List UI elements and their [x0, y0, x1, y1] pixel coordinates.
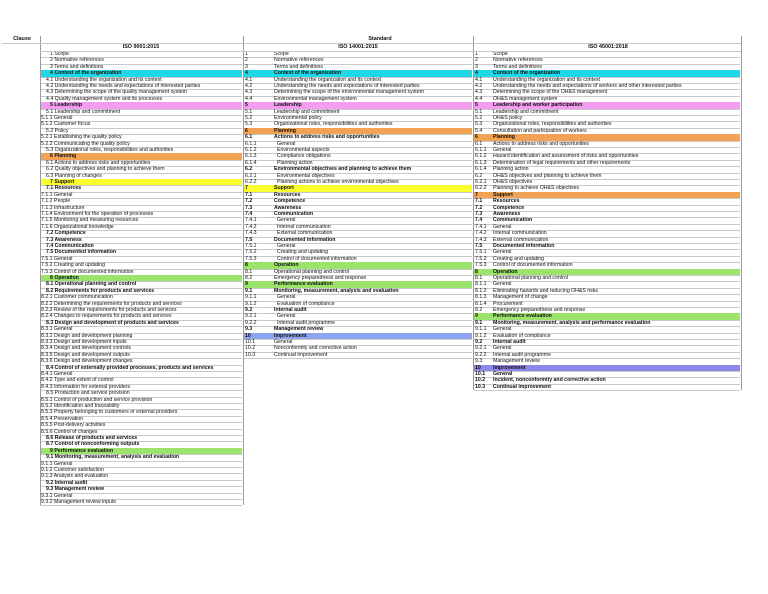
- iso9001-row: 8.4.1 General: [41, 371, 73, 377]
- iso9001-row: 4.1 Understanding the organization and its context: [46, 76, 162, 83]
- iso9001-row: 8.3 Design and development of products and services: [46, 319, 179, 326]
- iso14001-clause-number: 10.2: [245, 345, 256, 352]
- iso14001-clause-number: 4.4: [245, 95, 253, 102]
- iso45001-clause-number: 6.1: [475, 140, 483, 147]
- iso45001-clause-number: 4.1: [475, 76, 483, 83]
- iso14001-clause-number: 6: [244, 128, 272, 134]
- iso45001-clause-number: 7.1: [475, 198, 483, 205]
- iso14001-clause-number: 7.5.2: [245, 249, 257, 256]
- iso14001-clause-number: 5.3: [245, 121, 253, 128]
- header-divider: [2, 43, 741, 44]
- row-divider: [244, 358, 472, 359]
- column-divider: [243, 36, 244, 505]
- iso45001-clause-title: OH&S policy: [493, 115, 523, 121]
- iso9001-row: 7.5.1 General: [41, 255, 73, 262]
- iso9001-row: 8.2.1 Customer communication: [41, 294, 113, 301]
- iso14001-clause-title: Documented information: [274, 236, 336, 243]
- iso9001-row: 9.1.2 Customer satisfaction: [41, 467, 104, 473]
- iso45001-clause-number: 9.1: [475, 319, 483, 326]
- iso14001-clause-number: 2: [245, 57, 248, 64]
- iso9001-row: 3 Terms and definitions: [50, 63, 104, 70]
- iso45001-clause-title: Procurement: [493, 300, 523, 307]
- iso9001-row: 8 Operation: [40, 275, 242, 281]
- iso45001-clause-title: Internal communication: [493, 230, 547, 237]
- iso9001-row: 7.5 Documented information: [46, 249, 117, 256]
- column-divider: [40, 36, 41, 505]
- iso45001-clause-number: 4: [474, 70, 490, 76]
- iso9001-row: 6.2 Quality objectives and planning to achieve them: [46, 166, 165, 173]
- column-divider: [741, 36, 742, 390]
- iso14001-clause-number: 5.2: [245, 115, 253, 121]
- iso45001-clause-title: Management review: [493, 358, 540, 365]
- iso14001-clause-title: Operation: [272, 262, 472, 268]
- iso14001-clause-title: Resources: [274, 191, 301, 198]
- iso14001-clause-title: Management review: [274, 326, 324, 333]
- iso45001-clause-title: Communication: [493, 217, 533, 224]
- iso14001-clause-number: 7.5.3: [245, 255, 257, 262]
- iso45001-clause-number: 9.2: [475, 339, 483, 345]
- iso9001-row: 8.2.3 Review of the requirements for products and services: [41, 307, 177, 313]
- iso45001-clause-number: 9: [474, 313, 490, 319]
- iso45001-clause-number: 7.2: [475, 204, 483, 211]
- iso45001-clause-title: Incident, nonconformity and corrective action: [493, 377, 606, 384]
- iso45001-clause-title: Actions to address risks and opportunities: [493, 140, 590, 147]
- iso45001-clause-number: 3: [475, 63, 478, 70]
- iso45001-clause-title: Planning action: [493, 166, 529, 173]
- iso45001-clause-number: 2: [475, 57, 478, 64]
- iso45001-clause-number: 7.5.3: [475, 262, 487, 269]
- iso14001-clause-title: Leadership and commitment: [274, 108, 340, 115]
- iso9001-row: 8.5 Production and service provision: [46, 390, 130, 397]
- iso9001-row: 8.1 Operational planning and control: [46, 281, 137, 288]
- iso45001-clause-title: Creating and updating: [493, 255, 545, 262]
- iso14001-clause-title: Competence: [274, 198, 306, 205]
- iso45001-clause-number: 9.1.1: [475, 326, 487, 333]
- iso45001-clause-number: 8.1.3: [475, 294, 487, 301]
- iso14001-clause-number: 10.3: [245, 351, 256, 358]
- iso14001-clause-number: 7.4.1: [245, 217, 257, 224]
- iso45001-clause-title: Eliminating hazards and reducing OH&S risks: [493, 287, 598, 294]
- iso9001-row: 8.6 Release of products and services: [46, 435, 138, 441]
- iso45001-clause-title: OH&S management system: [493, 95, 558, 102]
- iso9001-row: 5.1.1 General: [41, 115, 73, 121]
- iso14001-clause-title: Compliance obligations: [277, 153, 331, 160]
- iso14001-clause-number: 7.1: [245, 191, 253, 198]
- iso9001-row: 5.2.1 Establishing the quality policy: [41, 134, 122, 141]
- iso9001-row: 7.1 Resources: [46, 185, 82, 192]
- iso14001-clause-title: General: [277, 313, 296, 320]
- iso14001-clause-title: Understanding the organization and its context: [274, 76, 381, 83]
- iso14001-clause-title: Communication: [274, 211, 314, 217]
- iso14001-clause-number: 6.2.2: [245, 179, 257, 185]
- iso14001-clause-title: Environmental management system: [274, 95, 357, 102]
- iso45001-clause-number: 6.2: [475, 172, 483, 179]
- iso9001-row: 6.1 Actions to address risks and opportunities: [46, 159, 151, 166]
- iso14001-clause-title: Understanding the needs and expectations of interested parties: [274, 83, 420, 89]
- iso14001-clause-title: General: [274, 339, 293, 345]
- iso9001-row: 6.3 Planning of changes: [46, 172, 102, 179]
- iso45001-clause-title: General: [493, 147, 512, 153]
- iso9001-row: 7.1.6 Organizational knowledge: [41, 223, 114, 230]
- iso45001-clause-number: 7.4: [475, 217, 483, 224]
- iso9001-row: 8.5.4 Preservation: [41, 415, 84, 422]
- iso14001-clause-number: 4.2: [245, 83, 253, 89]
- iso14001-clause-title: Organizational roles, responsibilities and authorities: [274, 121, 393, 128]
- iso14001-clause-title: General: [277, 243, 296, 249]
- iso14001-clause-title: Performance evaluation: [272, 281, 472, 287]
- column-divider: [473, 36, 474, 390]
- iso45001-clause-number: 9.3: [475, 358, 483, 365]
- iso9001-row: 7.2 Competence: [46, 230, 86, 237]
- iso9001-row: 7.3 Awareness: [46, 236, 82, 243]
- iso9001-row: 8.2.2 Determining the requirements for products and services: [41, 300, 182, 307]
- iso14001-clause-title: Improvement: [272, 333, 472, 339]
- iso14001-clause-number: 5: [244, 102, 272, 108]
- iso9001-row: 8.3.3 Design and development inputs: [41, 339, 127, 345]
- iso14001-clause-number: 7.3: [245, 204, 253, 211]
- iso45001-clause-title: Determining the scope of the OH&S management: [493, 89, 608, 96]
- iso14001-clause-number: 9.2.1: [245, 313, 257, 320]
- iso45001-clause-title: General: [493, 345, 512, 352]
- iso45001-clause-title: Operational planning and control: [493, 275, 568, 281]
- iso9001-row: 7.1.3 Infrastructure: [41, 204, 85, 211]
- iso45001-clause-number: 4.2: [475, 83, 483, 89]
- iso45001-header: ISO 45001:2018: [588, 43, 628, 50]
- iso45001-clause-title: Documented information: [493, 243, 555, 249]
- iso14001-clause-title: Continual improvement: [274, 351, 328, 358]
- iso45001-clause-title: Improvement: [490, 365, 740, 371]
- iso45001-clause-title: Continual improvement: [493, 383, 551, 390]
- iso14001-clause-title: Monitoring, measurement, analysis and evaluation: [274, 287, 399, 294]
- iso45001-clause-number: 10.2: [475, 377, 486, 384]
- iso45001-clause-title: Leadership and commitment: [493, 108, 559, 115]
- iso14001-clause-title: Environmental policy: [274, 115, 322, 121]
- iso45001-clause-title: Planning to achieve OH&S objectives: [493, 185, 579, 192]
- iso14001-clause-title: Nonconformity and corrective action: [274, 345, 357, 352]
- iso9001-row: 8.7 Control of nonconforming outputs: [46, 441, 140, 448]
- iso45001-clause-title: General: [493, 281, 512, 288]
- iso14001-clause-title: Operational planning and control: [274, 268, 349, 275]
- iso45001-clause-title: Evaluation of compliance: [493, 332, 551, 339]
- iso45001-clause-title: General: [493, 223, 512, 230]
- iso14001-clause-number: 4.3: [245, 89, 253, 96]
- iso14001-clause-title: Support: [272, 185, 472, 191]
- iso45001-clause-title: Support: [490, 192, 740, 198]
- iso45001-clause-title: Internal audit: [493, 339, 526, 345]
- iso14001-clause-number: 1: [245, 51, 248, 57]
- iso9001-row: 7.1.2 People: [41, 198, 71, 205]
- iso14001-clause-number: 7.2: [245, 198, 253, 205]
- iso14001-clause-number: 6.1.3: [245, 153, 257, 160]
- iso14001-clause-title: Determining the scope of the environmental management system: [274, 89, 424, 96]
- iso45001-clause-number: 7.3: [475, 211, 483, 217]
- iso9001-row: 5.2 Policy: [46, 127, 69, 134]
- iso14001-clause-number: 6.1: [245, 134, 253, 141]
- iso45001-clause-number: 10.3: [475, 383, 486, 390]
- iso9001-row: 7 Support: [40, 179, 242, 185]
- iso14001-clause-number: 8.1: [245, 268, 253, 275]
- iso9001-row: 6 Planning: [40, 153, 242, 159]
- iso45001-clause-title: Resources: [493, 198, 520, 205]
- iso45001-clause-number: 9.2.2: [475, 351, 487, 358]
- iso9001-row: 8.5.6 Control of changes: [41, 428, 98, 435]
- iso45001-clause-title: General: [493, 371, 513, 377]
- iso45001-clause-title: Consultation and participation of workers: [493, 127, 587, 134]
- iso45001-clause-title: Understanding the needs and expectations of workers and other interested parties: [493, 83, 682, 89]
- iso14001-clause-title: Planning action: [277, 159, 313, 166]
- iso14001-clause-number: 9: [244, 281, 272, 287]
- iso9001-row: 8.5.2 Identification and traceability: [41, 403, 120, 409]
- iso9001-row: 9 Performance evaluation: [40, 448, 242, 454]
- iso45001-clause-title: General: [493, 326, 512, 333]
- iso45001-clause-number: 7.5.1: [475, 249, 487, 256]
- iso9001-row: 7.5.2 Creating and updating: [41, 262, 106, 269]
- iso9001-row: 9.1.1 General: [41, 460, 73, 467]
- iso45001-clause-number: 5.2: [475, 115, 483, 121]
- iso45001-clause-number: 9.1.2: [475, 332, 487, 339]
- iso14001-clause-number: 10.1: [245, 339, 256, 345]
- iso9001-row: 9.1.3 Analysis and evaluation: [41, 473, 109, 480]
- iso14001-clause-number: 7.4.3: [245, 230, 257, 237]
- iso14001-clause-number: 9.1: [245, 287, 253, 294]
- iso9001-row: 8.3.1 General: [41, 326, 73, 333]
- iso45001-clause-number: 10: [474, 365, 490, 371]
- iso14001-clause-title: Environmental objectives: [277, 172, 335, 179]
- iso45001-clause-number: 8.1: [475, 275, 483, 281]
- iso45001-clause-title: General: [493, 249, 512, 256]
- iso9001-row: 8.3.4 Design and development controls: [41, 345, 131, 352]
- row-divider: [474, 390, 740, 391]
- iso9001-row: 9.2 Internal audit: [46, 479, 88, 486]
- iso45001-clause-title: Performance evaluation: [490, 313, 740, 319]
- iso14001-clause-number: 9.3: [245, 326, 253, 333]
- iso14001-clause-number: 6.1.1: [245, 140, 257, 147]
- iso14001-clause-number: 8.2: [245, 275, 253, 281]
- iso14001-clause-title: Internal audit: [274, 307, 307, 313]
- iso9001-row: 5.1.2 Customer focus: [41, 121, 91, 128]
- iso9001-row: 8.5.1 Control of production and service provision: [41, 396, 153, 403]
- iso14001-clause-number: 6.2.1: [245, 172, 257, 179]
- iso45001-clause-title: OH&S objectives: [493, 179, 533, 185]
- iso14001-clause-number: 6.1.2: [245, 147, 257, 153]
- iso45001-clause-title: Hazard identification and assessment of risks and opportunities: [493, 153, 639, 160]
- row-divider: [40, 505, 242, 506]
- iso14001-clause-title: Awareness: [274, 204, 302, 211]
- iso45001-clause-number: 6.2.2: [475, 185, 487, 192]
- iso9001-row: 2 Normative references: [50, 57, 104, 64]
- iso45001-clause-number: 7.4.1: [475, 223, 487, 230]
- iso14001-clause-number: 4.1: [245, 76, 253, 83]
- iso14001-clause-title: Emergency preparedness and response: [274, 275, 367, 281]
- clause-header: Clause: [13, 36, 31, 42]
- iso9001-row: 5.2.2 Communicating the quality policy: [41, 140, 130, 147]
- iso45001-clause-number: 5.1: [475, 108, 483, 115]
- iso45001-clause-number: 7.4.2: [475, 230, 487, 237]
- iso9001-row: 8.4 Control of externally provided processes, products and services: [46, 364, 214, 371]
- iso14001-clause-title: Environmental aspects: [277, 147, 330, 153]
- iso45001-clause-number: 6: [474, 134, 490, 140]
- iso14001-clause-title: External communication: [277, 230, 333, 237]
- iso45001-clause-title: Normative references: [493, 57, 543, 64]
- iso45001-clause-number: 7: [474, 192, 490, 198]
- iso45001-clause-title: Understanding the organization and its context: [493, 76, 600, 83]
- iso9001-row: 8.3.6 Design and development changes: [41, 358, 133, 365]
- iso14001-clause-title: Terms and definitions: [274, 63, 324, 70]
- iso14001-clause-title: Control of documented information: [277, 255, 357, 262]
- iso14001-clause-title: Actions to address risks and opportunities: [274, 134, 380, 141]
- iso45001-clause-number: 10.1: [475, 371, 486, 377]
- iso45001-clause-number: 6.1.4: [475, 166, 487, 173]
- iso9001-row: 8.3.2 Design and development planning: [41, 332, 133, 339]
- iso14001-clause-number: 3: [245, 63, 248, 70]
- iso45001-clause-title: Emergency preparedness and response: [493, 307, 586, 313]
- iso45001-clause-number: 8.1.2: [475, 287, 487, 294]
- iso14001-clause-number: 9.2.2: [245, 319, 257, 326]
- iso45001-clause-title: External communication: [493, 236, 549, 243]
- iso9001-row: 1 Scope: [50, 51, 70, 57]
- iso14001-clause-title: Normative references: [274, 57, 324, 64]
- iso14001-clause-title: General: [277, 140, 296, 147]
- iso9001-row: 5.1 Leadership and commitment: [46, 108, 121, 115]
- iso14001-clause-title: Planning actions to achieve environmental objectives: [277, 179, 399, 185]
- iso45001-clause-number: 7.5.2: [475, 255, 487, 262]
- iso14001-clause-number: 7: [244, 185, 272, 191]
- iso9001-row: 9.3 Management review: [46, 486, 104, 493]
- iso14001-clause-number: 9.1.1: [245, 294, 257, 301]
- iso14001-clause-number: 6.1.4: [245, 159, 257, 166]
- iso45001-clause-number: 4.3: [475, 89, 483, 96]
- iso45001-clause-number: 1: [475, 51, 478, 57]
- iso9001-row: 8.2 Requirements for products and services: [46, 287, 155, 294]
- iso14001-clause-number: 10: [244, 333, 272, 339]
- iso14001-clause-number: 8: [244, 262, 272, 268]
- iso9001-row: 7.1.1 General: [41, 191, 73, 198]
- iso45001-clause-title: Management of change: [493, 294, 548, 301]
- iso14001-clause-title: Environmental objectives and planning to achieve them: [274, 166, 412, 173]
- iso14001-clause-number: 7.5.1: [245, 243, 257, 249]
- iso45001-clause-number: 9.2.1: [475, 345, 487, 352]
- iso45001-clause-title: Planning: [490, 134, 740, 140]
- iso14001-clause-title: Internal audit programme: [277, 319, 335, 326]
- iso14001-clause-title: General: [277, 217, 296, 224]
- iso14001-clause-title: Creating and updating: [277, 249, 329, 256]
- iso45001-clause-title: Terms and definitions: [493, 63, 543, 70]
- iso9001-row: 4.3 Determining the scope of the quality management system: [46, 89, 188, 96]
- iso14001-clause-title: Scope: [274, 51, 289, 57]
- iso9001-row: 5 Leadership: [40, 102, 242, 108]
- iso45001-clause-title: Control of documented information: [493, 262, 573, 269]
- iso45001-clause-number: 5.4: [475, 127, 483, 134]
- iso45001-clause-title: Competence: [493, 204, 525, 211]
- iso45001-clause-number: 7.5: [475, 243, 483, 249]
- iso9001-row: 7.4 Communication: [46, 243, 94, 249]
- iso14001-clause-number: 7.4: [245, 211, 253, 217]
- iso45001-clause-title: Awareness: [493, 211, 521, 217]
- iso45001-clause-number: 8.2: [475, 307, 483, 313]
- iso14001-clause-title: Context of the organization: [272, 70, 472, 76]
- iso45001-clause-title: Scope: [493, 51, 508, 57]
- iso45001-clause-number: 4.4: [475, 95, 483, 102]
- iso9001-row: 8.4.3 Information for external providers: [41, 383, 131, 390]
- iso45001-clause-number: 8.1.1: [475, 281, 487, 288]
- iso14001-clause-number: 6.2: [245, 166, 253, 173]
- iso14001-clause-number: 7.5: [245, 236, 253, 243]
- iso9001-row: 8.4.2 Type and extent of control: [41, 377, 114, 384]
- iso45001-clause-number: 5: [474, 102, 490, 108]
- iso9001-row: 9.1 Monitoring, measurement, analysis and evaluation: [46, 454, 180, 461]
- iso45001-clause-title: Operation: [490, 269, 740, 275]
- iso45001-clause-number: 8.1.4: [475, 300, 487, 307]
- iso9001-header: ISO 9001:2015: [122, 43, 160, 50]
- iso9001-row: 8.5.3 Property belonging to customers or external providers: [41, 409, 178, 416]
- iso14001-clause-title: Planning: [272, 128, 472, 134]
- iso9001-row: 5.3 Organizational roles, responsibilities and authorities: [46, 147, 174, 153]
- iso45001-clause-number: 7.4.3: [475, 236, 487, 243]
- iso9001-row: 8.3.5 Design and development outputs: [41, 351, 130, 358]
- iso45001-clause-title: Internal audit programme: [493, 351, 551, 358]
- iso45001-clause-title: Determination of legal requirements and other requirements: [493, 159, 631, 166]
- iso9001-row: 4.4 Quality management system and its processes: [46, 95, 163, 102]
- iso45001-clause-title: Organizational roles, responsibilities and authorities: [493, 121, 612, 128]
- iso14001-clause-title: Leadership: [272, 102, 472, 108]
- iso14001-clause-number: 9.2: [245, 307, 253, 313]
- iso45001-clause-number: 6.1.3: [475, 159, 487, 166]
- iso14001-clause-title: General: [277, 294, 296, 301]
- iso14001-clause-title: Internal communication: [277, 223, 331, 230]
- iso45001-clause-number: 8: [474, 269, 490, 275]
- iso45001-clause-number: 6.2.1: [475, 179, 487, 185]
- iso45001-clause-title: Leadership and worker participation: [490, 102, 740, 108]
- iso9001-row: 7.5.3 Control of documented information: [41, 268, 134, 275]
- iso14001-clause-number: 7.4.2: [245, 223, 257, 230]
- iso45001-clause-number: 5.3: [475, 121, 483, 128]
- iso45001-clause-title: Monitoring, measurement, analysis and performance evaluation: [493, 319, 651, 326]
- iso9001-row: 8.2.4 Changes to requirements for products and services: [41, 313, 172, 320]
- iso9001-row: 7.1.4 Environment for the operation of processes: [41, 211, 154, 217]
- iso9001-row: 7.1.5 Monitoring and measuring resources: [41, 217, 139, 224]
- iso9001-row: 4 Context of the organization: [40, 70, 242, 76]
- iso9001-row: 9.3.2 Management review inputs: [41, 499, 116, 505]
- iso45001-clause-title: OH&S objectives and planning to achieve them: [493, 172, 602, 179]
- iso45001-clause-title: Context of the organization: [490, 70, 740, 76]
- iso14001-header: ISO 14001:2015: [338, 43, 378, 50]
- iso14001-clause-number: 5.1: [245, 108, 253, 115]
- iso9001-row: 8.5.5 Post-delivery activities: [41, 422, 106, 429]
- iso14001-clause-title: Evaluation of compliance: [277, 300, 335, 307]
- iso9001-row: 4.2 Understanding the needs and expectations of interested parties: [46, 83, 201, 89]
- header-divider: [40, 51, 741, 52]
- iso45001-clause-number: 6.1.2: [475, 153, 487, 160]
- iso9001-row: 9.3.1 General: [41, 492, 73, 499]
- iso45001-clause-number: 6.1.1: [475, 147, 487, 153]
- iso14001-clause-number: 4: [244, 70, 272, 76]
- standard-header: Standard: [368, 36, 392, 42]
- iso14001-clause-number: 9.1.2: [245, 300, 257, 307]
